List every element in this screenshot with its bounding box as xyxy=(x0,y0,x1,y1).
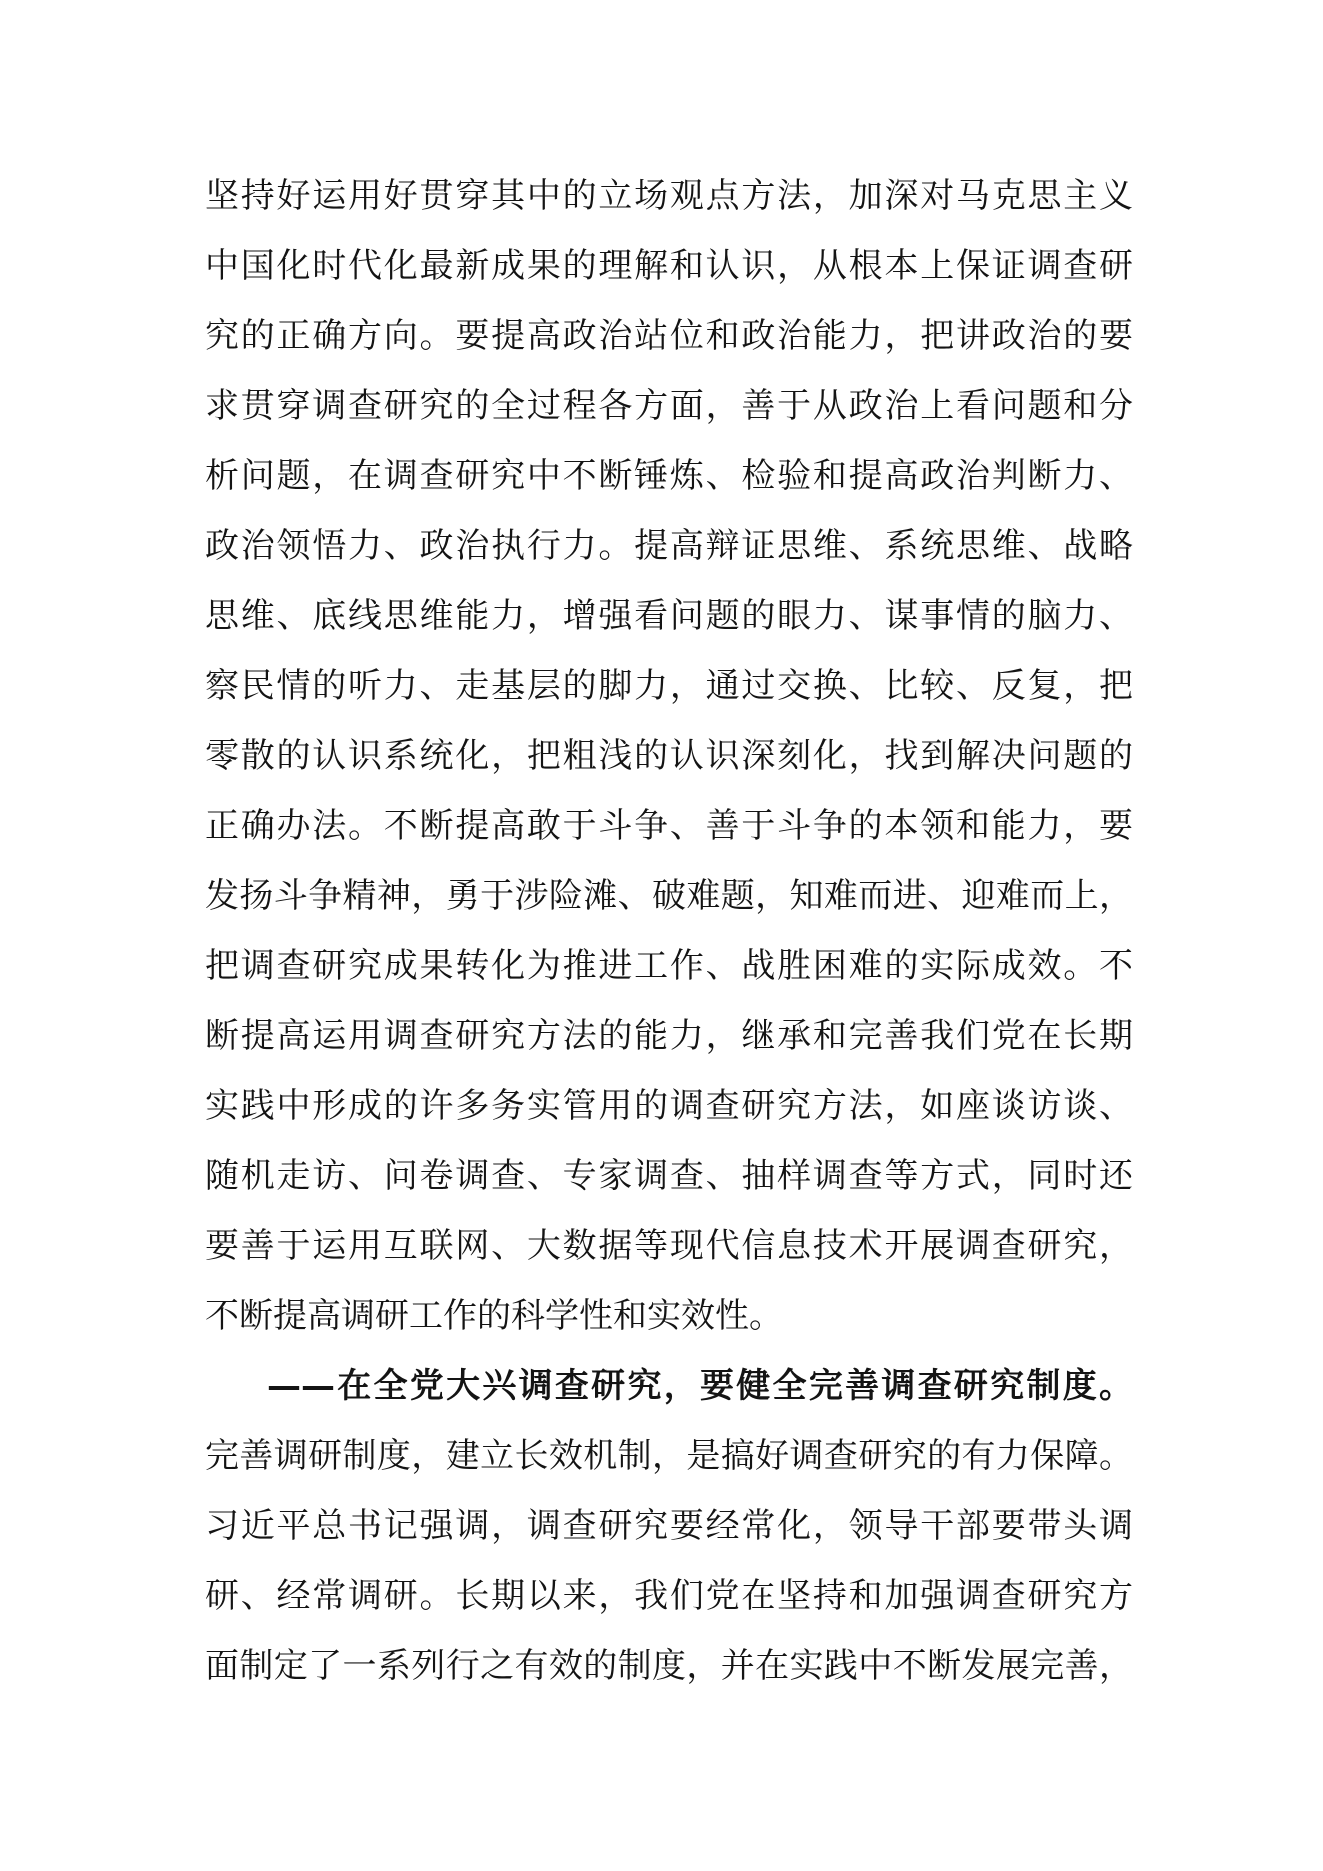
paragraph-1 xyxy=(205,161,1133,1351)
text-line: 面制定了一系列行之有效的制度，并在实践中不断发展完善， xyxy=(205,1646,1133,1686)
text-line: 察民情的听力、走基层的脚力，通过交换、比较、反复，把 xyxy=(205,666,1133,706)
text-line: 随机走访、问卷调查、专家调查、抽样调查等方式，同时还 xyxy=(205,1156,1133,1196)
text-line: 断提高运用调查研究方法的能力，继承和完善我们党在长期 xyxy=(205,1016,1133,1056)
text-line-last: 不断提高调研工作的科学性和实效性。 xyxy=(205,1296,783,1336)
text-line: 求贯穿调查研究的全过程各方面，善于从政治上看问题和分 xyxy=(205,386,1133,426)
document-body xyxy=(205,161,1133,1701)
text-line: 完善调研制度，建立长效机制，是搞好调查研究的有力保障。 xyxy=(205,1436,1133,1476)
text-line: 究的正确方向。要提高政治站位和政治能力，把讲政治的要 xyxy=(205,316,1133,356)
text-line: 零散的认识系统化，把粗浅的认识深刻化，找到解决问题的 xyxy=(205,736,1133,776)
paragraph-2 xyxy=(205,1351,1133,1701)
text-line: 要善于运用互联网、大数据等现代信息技术开展调查研究， xyxy=(205,1226,1133,1266)
text-line: 实践中形成的许多务实管用的调查研究方法，如座谈访谈、 xyxy=(205,1086,1133,1126)
text-line: 思维、底线思维能力，增强看问题的眼力、谋事情的脑力、 xyxy=(205,596,1133,636)
text-line: 析问题，在调查研究中不断锤炼、检验和提高政治判断力、 xyxy=(205,456,1133,496)
text-line: 发扬斗争精神，勇于涉险滩、破难题，知难而进、迎难而上， xyxy=(205,876,1133,916)
text-line: 正确办法。不断提高敢于斗争、善于斗争的本领和能力，要 xyxy=(205,806,1133,846)
section-heading: ——在全党大兴调查研究，要健全完善调查研究制度。 xyxy=(267,1366,1133,1406)
text-line: 坚持好运用好贯穿其中的立场观点方法，加深对马克思主义 xyxy=(205,176,1133,216)
text-line: 政治领悟力、政治执行力。提高辩证思维、系统思维、战略 xyxy=(205,526,1133,566)
text-line: 中国化时代化最新成果的理解和认识，从根本上保证调查研 xyxy=(205,246,1133,286)
text-line: 习近平总书记强调，调查研究要经常化，领导干部要带头调 xyxy=(205,1506,1133,1546)
text-line: 把调查研究成果转化为推进工作、战胜困难的实际成效。不 xyxy=(205,946,1133,986)
text-line: 研、经常调研。长期以来，我们党在坚持和加强调查研究方 xyxy=(205,1576,1133,1616)
